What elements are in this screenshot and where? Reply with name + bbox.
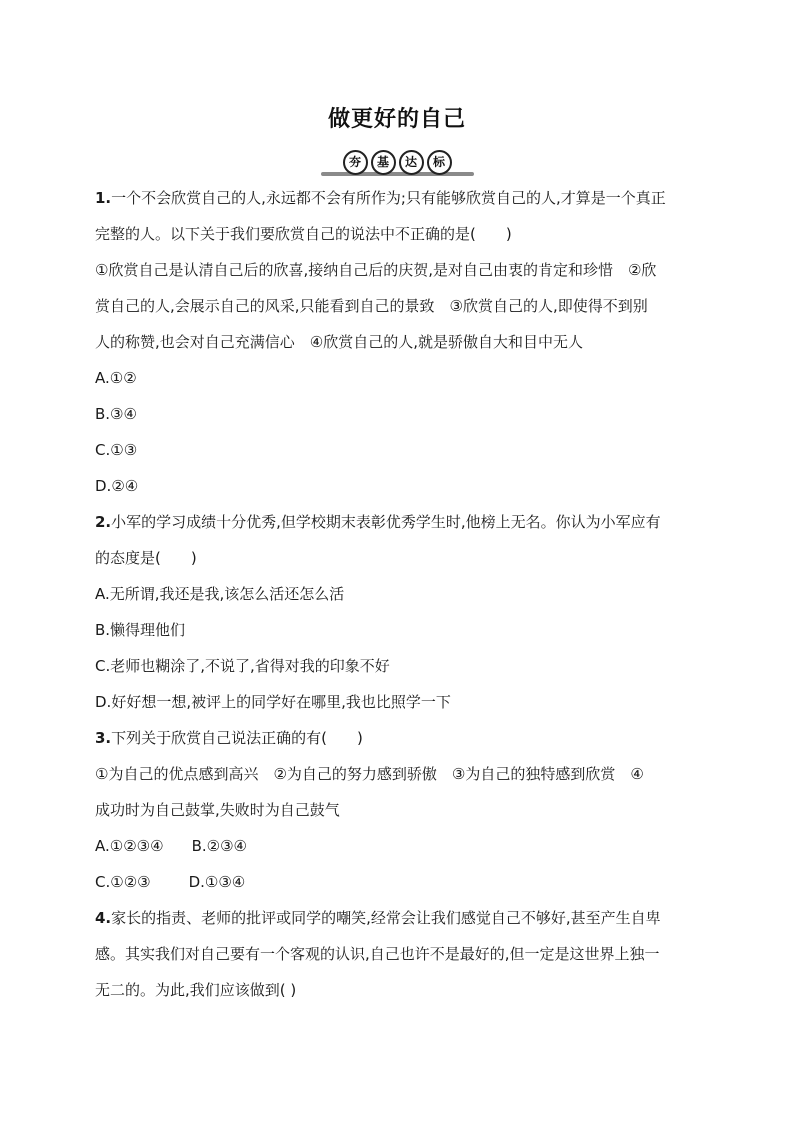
question-1-statement-line: 赏自己的人,会展示自己的风采,只能看到自己的景致 ③欣赏自己的人,即使得不到别 bbox=[95, 297, 648, 315]
question-1-option-d[interactable]: D.②④ bbox=[95, 477, 139, 495]
question-2-stem-line: 的态度是( ) bbox=[95, 549, 197, 567]
question-number: 1. bbox=[95, 189, 112, 207]
section-badge-wrap bbox=[0, 150, 794, 179]
question-1-stem-line bbox=[95, 180, 705, 216]
question-1-statement-line: ①欣赏自己是认清自己后的欣喜,接纳自己后的庆贺,是对自己由衷的肯定和珍惜 ②欣 bbox=[95, 261, 657, 279]
question-2-option-b[interactable]: B.懒得理他们 bbox=[95, 621, 186, 639]
question-2-option-d[interactable]: D.好好想一想,被评上的同学好在哪里,我也比照学一下 bbox=[95, 693, 451, 711]
question-stem-text: 小军的学习成绩十分优秀,但学校期末表彰优秀学生时,他榜上无名。你认为小军应有 bbox=[111, 513, 661, 531]
question-stem-text: 下列关于欣赏自己说法正确的有( ) bbox=[111, 729, 363, 747]
question-3-option-a[interactable]: A.①②③④ bbox=[95, 837, 164, 855]
question-number: 4. bbox=[95, 909, 112, 927]
question-stem-text: 家长的指责、老师的批评或同学的嘲笑,经常会让我们感觉自己不够好,甚至产生自卑 bbox=[111, 909, 661, 927]
page-title: 做更好的自己 bbox=[327, 107, 466, 132]
question-3-options-row-2 bbox=[95, 864, 705, 900]
question-3-stem-line bbox=[95, 720, 705, 756]
question-1-option-c[interactable]: C.①③ bbox=[95, 441, 138, 459]
question-4-stem-line: 无二的。为此,我们应该做到( ) bbox=[95, 981, 297, 999]
question-2-option-a[interactable]: A.无所谓,我还是我,该怎么活还怎么活 bbox=[95, 585, 345, 603]
badge-char: 达 bbox=[399, 150, 424, 175]
question-3-statement-line: ①为自己的优点感到高兴 ②为自己的努力感到骄傲 ③为自己的独特感到欣赏 ④ bbox=[95, 765, 644, 783]
question-1-stem-line: 完整的人。以下关于我们要欣赏自己的说法中不正确的是( ) bbox=[95, 225, 512, 243]
question-2-option-c[interactable]: C.老师也糊涂了,不说了,省得对我的印象不好 bbox=[95, 657, 390, 675]
question-4-stem-line bbox=[95, 900, 705, 936]
question-3-statement-line: 成功时为自己鼓掌,失败时为自己鼓气 bbox=[95, 801, 340, 819]
question-3-option-d[interactable]: D.①③④ bbox=[188, 873, 246, 891]
question-number: 3. bbox=[95, 729, 112, 747]
section-badge bbox=[321, 150, 474, 179]
question-3-option-b[interactable]: B.②③④ bbox=[191, 837, 247, 855]
badge-char: 夯 bbox=[343, 150, 368, 175]
badge-char: 标 bbox=[427, 150, 452, 175]
question-1-option-b[interactable]: B.③④ bbox=[95, 405, 137, 423]
question-3-option-c[interactable]: C.①②③ bbox=[95, 873, 151, 891]
badge-underline-bar bbox=[321, 172, 474, 176]
question-stem-text: 一个不会欣赏自己的人,永远都不会有所作为;只有能够欣赏自己的人,才算是一个真正 bbox=[111, 189, 666, 207]
question-4-stem-line: 感。其实我们对自己要有一个客观的认识,自己也许不是最好的,但一定是这世界上独一 bbox=[95, 945, 660, 963]
question-1-option-a[interactable]: A.①② bbox=[95, 369, 137, 387]
badge-char: 基 bbox=[371, 150, 396, 175]
question-1-statement-line: 人的称赞,也会对自己充满信心 ④欣赏自己的人,就是骄傲自大和目中无人 bbox=[95, 333, 583, 351]
question-2-stem-line bbox=[95, 504, 705, 540]
question-list bbox=[95, 180, 705, 1008]
question-3-options-row-1 bbox=[95, 828, 705, 864]
question-number: 2. bbox=[95, 513, 112, 531]
